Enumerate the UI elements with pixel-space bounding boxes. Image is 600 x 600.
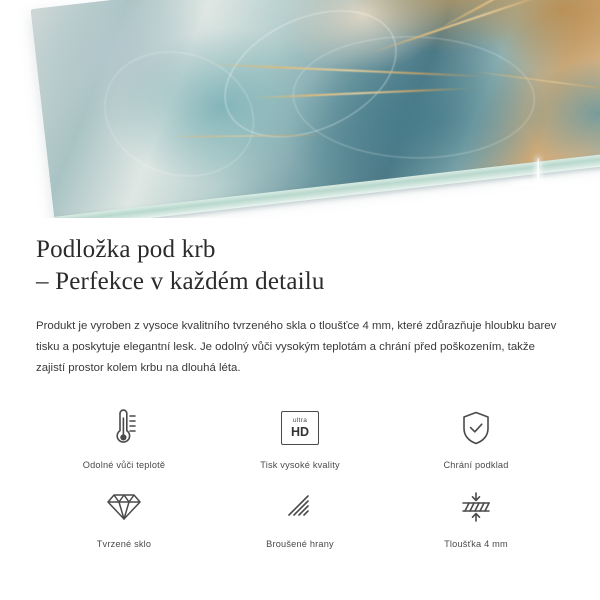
hero-image <box>0 0 600 218</box>
feature-item-temperature <box>36 405 212 470</box>
feature-label: Tloušťka 4 mm <box>444 539 508 549</box>
diamond-icon <box>101 484 147 530</box>
ultra-hd-icon <box>281 405 319 451</box>
hero-image-inner <box>0 0 600 218</box>
thermometer-icon <box>101 405 147 451</box>
feature-item-protection <box>388 405 564 470</box>
polished-edges-icon <box>277 484 323 530</box>
shield-check-icon <box>453 405 499 451</box>
feature-item-polished-edges <box>212 484 388 549</box>
feature-label: Chrání podklad <box>443 460 509 470</box>
feature-label: Odolné vůči teplotě <box>82 460 166 470</box>
feature-item-print-quality <box>212 405 388 470</box>
product-description: Produkt je vyroben z vysoce kvalitního tvrzeného skla o tloušťce 4 mm, které zdůrazňuje hloubku barev tisku a poskytuje elegantní lesk. Je odolný vůči vysokým teplotám a chrání před poškozením, takže zajistí prostor kolem krbu na dlouhá léta. <box>36 320 557 374</box>
ultra-hd-badge-top: ultra <box>292 416 308 424</box>
thickness-arrows-icon <box>453 484 499 530</box>
marble-swirl <box>291 33 536 161</box>
marble-print-surface <box>30 0 600 218</box>
feature-item-tempered-glass <box>36 484 212 549</box>
ultra-hd-badge-bottom: HD <box>290 424 310 439</box>
content-section <box>0 218 600 549</box>
feature-label: Tisk vysoké kvality <box>260 460 340 470</box>
page-title-line-1: Podložka pod krb <box>36 236 216 263</box>
page-title-line-2: – Perfekce v každém detailu <box>36 268 325 295</box>
feature-grid <box>36 405 564 549</box>
feature-item-thickness <box>388 484 564 549</box>
feature-label: Broušené hrany <box>266 539 334 549</box>
feature-label: Tvrzené sklo <box>96 539 152 549</box>
page-title <box>36 234 564 298</box>
